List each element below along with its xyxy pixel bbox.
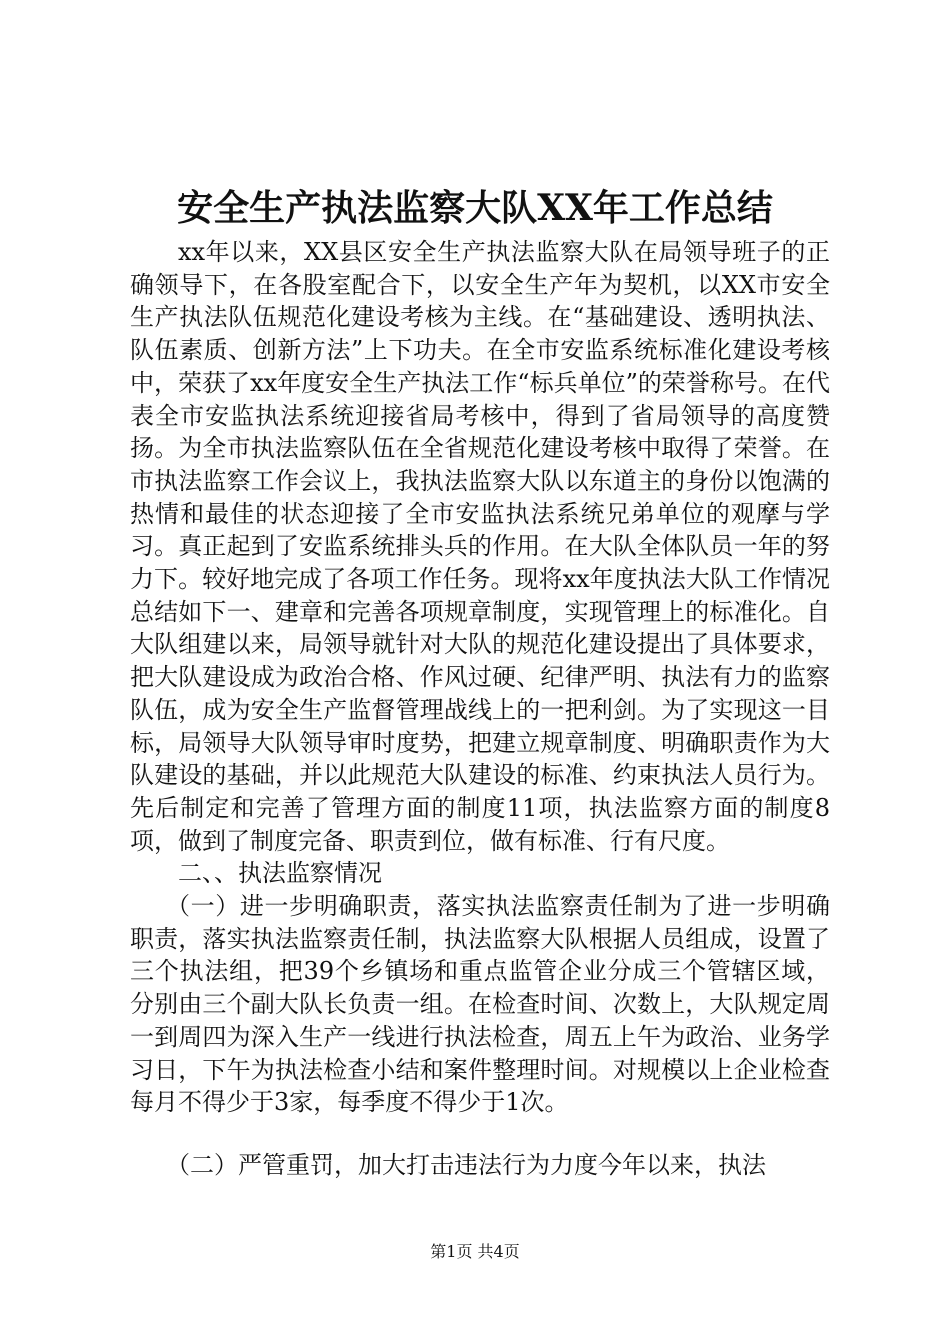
paragraph-intro: xx年以来，XX县区安全生产执法监察大队在局领导班子的正确领导下，在各股室配合下，以安全生产年为契机，以XX市安全生产执法队伍规范化建设考核为主线。在“基础建设、透明执法、队伍素质、创新方法”上下功夫。在全市安监系统标准化建设考核中，荣获了xx年度安全生产执法工作“标兵单位”的荣誉称号。在代表全市安监执法系统迎接省局考核中，得到了省局领导的高度赞扬。为全市执法监察队伍在全省规范化建设考核中取得了荣誉。在市执法监察工作会议上，我执法监察大队以东道主的身份以饱满的热情和最佳的状态迎接了全市安监执法系统兄弟单位的观摩与学习。真正起到了安监系统排头兵的作用。在大队全体队员一年的努力下。较好地完成了各项工作任务。现将xx年度执法大队工作情况总结如下一、建章和完善各项规章制度，实现管理上的标准化。自大队组建以来，局领导就针对大队的规范化建设提出了具体要求，把大队建设成为政治合格、作风过硬、纪律严明、执法有力的监察队伍，成为安全生产监督管理战线上的一把利剑。为了实现这一目标，局领导大队领导审时度势，把建立规章制度、明确职责作为大队建设的基础，并以此规范大队建设的标准、约束执法人员行为。先后制定和完善了管理方面的制度11项，执法监察方面的制度8项，做到了制度完备、职责到位，做有标准、行有尺度。 bbox=[130, 238, 830, 855]
page-footer: 第1页 共4页 bbox=[430, 1242, 520, 1261]
document-title: 安全生产执法监察大队XX年工作总结 bbox=[177, 187, 773, 229]
document-body bbox=[130, 236, 830, 1182]
paragraph-subsection-2: （二）严管重罚，加大打击违法行为力度今年以来，执法 bbox=[166, 1150, 766, 1179]
paragraph-subsection-1: （一）进一步明确职责，落实执法监察责任制为了进一步明确职责，落实执法监察责任制，执法监察大队根据人员组成，设置了三个执法组，把39个乡镇场和重点监管企业分成三个管辖区域，分别由三个副大队长负责一组。在检查时间、次数上，大队规定周一到周四为深入生产一线进行执法检查，周五上午为政治、业务学习日，下午为执法检查小结和案件整理时间。对规模以上企业检查每月不得少于3家，每季度不得少于1次。 bbox=[130, 892, 830, 1117]
section-heading-2: 二、、执法监察情况 bbox=[178, 859, 382, 888]
